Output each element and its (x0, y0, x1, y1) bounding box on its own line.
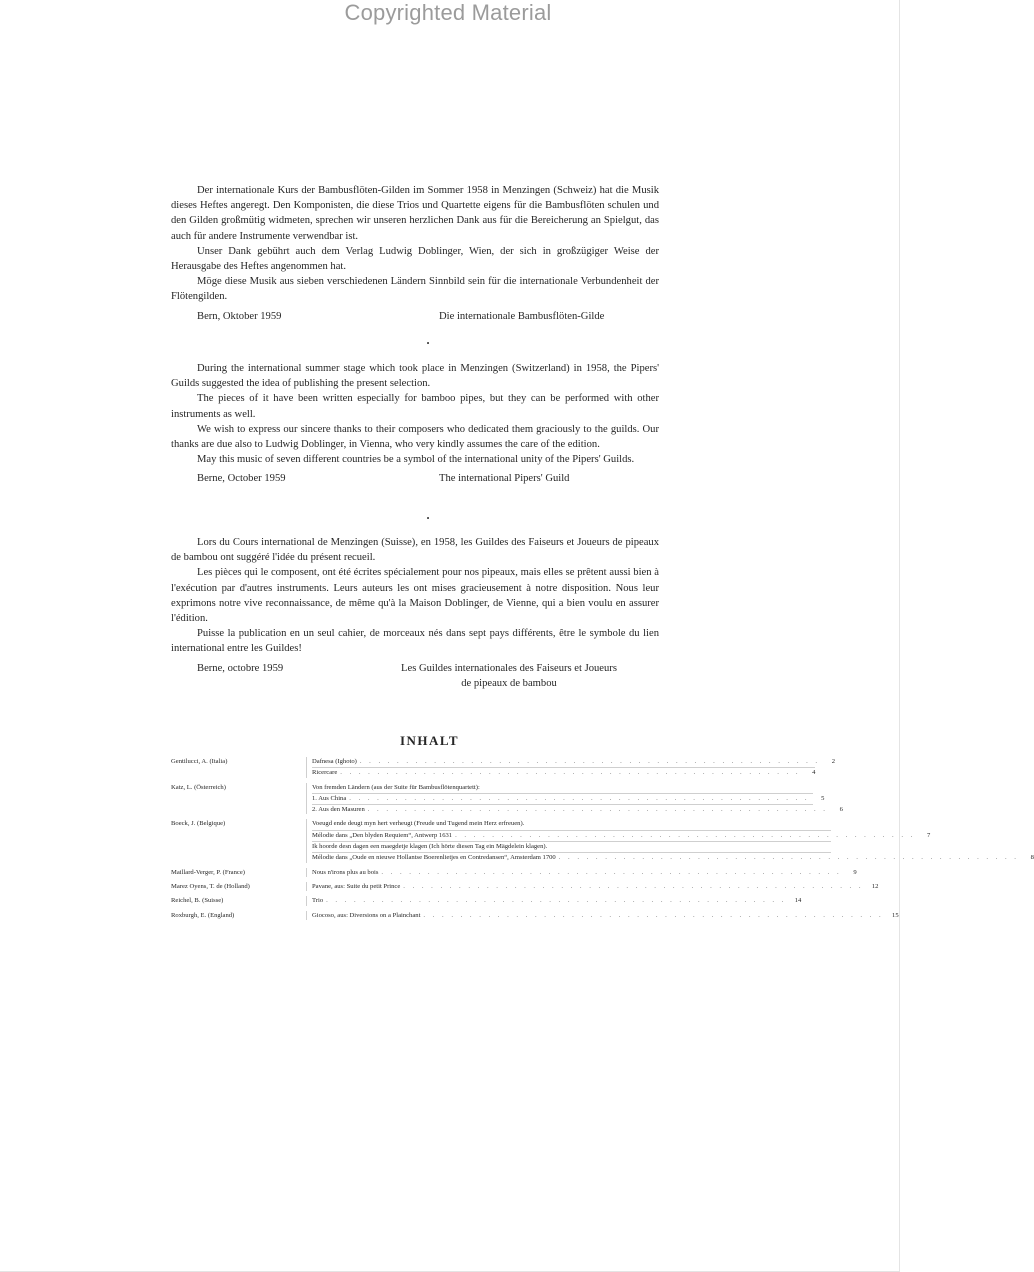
toc-work (312, 831, 931, 840)
toc-leader: . . . . . . . . . . . . . . . . . . . . . . . . . . . . . . . . . . . . . . . . . . . . . . . . . . (359, 758, 821, 765)
toc-leader: . . . . . . . . . . . . . . . . . . . . . . . . . . . . . . . . . . . . . . . . . . . . . . . . . . (455, 831, 916, 839)
paragraph: During the international summer stage which took place in Menzingen (Switzerland) in 1958, the Pipers' Guilds suggested the idea of publishing the present selection. (171, 363, 659, 390)
toc-page: 7 (927, 831, 931, 839)
toc-entry (171, 911, 899, 920)
paragraph: The pieces of it have been written especially for bamboo pipes, but they can be performed with other instruments as well. (171, 393, 659, 420)
toc-composer: Katz, L. (Österreich) (171, 783, 226, 791)
toc-works (306, 757, 836, 778)
paragraph: Möge diese Musik aus sieben verschiedenen Ländern Sinnbild sein für die internationale Verbundenheit der Flötengilden. (171, 276, 659, 303)
toc-work (312, 896, 801, 905)
contents-heading: INHALT (399, 733, 460, 748)
toc-work (312, 794, 825, 803)
toc-work (312, 868, 857, 877)
toc-composer: Maillard-Verger, P. (France) (171, 868, 245, 876)
toc-leader: . . . . . . . . . . . . . . . . . . . . . . . . . . . . . . . . . . . . . . . . . . . . . . . . . . (558, 854, 1019, 862)
toc-works (306, 911, 899, 920)
toc-page: 5 (821, 794, 825, 802)
toc-work (312, 882, 879, 891)
toc-works (306, 783, 843, 815)
toc-work (312, 853, 1034, 862)
foreword-english (171, 361, 659, 486)
paragraph: Der internationale Kurs der Bambusflöten-Gilden im Sommer 1958 in Menzingen (Schweiz) hat die Musik dieses Heftes angeregt. Den Komponisten, die diese Trios und Quartette eigens für die Bambusflöten schulen und den Gilden großmütig widmeten, sprechen wir unseren herzlichen Dank aus für die Bereicherung an Spielgut, das auch für andere Instrumente verwendbar ist. (171, 185, 659, 242)
toc-leader: . . . . . . . . . . . . . . . . . . . . . . . . . . . . . . . . . . . . . . . . . . . . . . . . . . (403, 882, 864, 890)
toc-page: 2 (831, 758, 836, 765)
toc-entry (171, 896, 802, 905)
toc-work (312, 768, 815, 777)
foreword-french (171, 535, 659, 691)
signature (171, 661, 659, 691)
toc-works (306, 896, 801, 905)
toc-leader: . . . . . . . . . . . . . . . . . . . . . . . . . . . . . . . . . . . . . . . . . . . . . . . . . . (349, 794, 810, 802)
paragraph: Unser Dank gebührt auch dem Verlag Ludwig Doblinger, Wien, der sich in großzügiger Weise der Herausgabe des Heftes angenommen hat. (171, 245, 659, 273)
signature (171, 309, 659, 324)
toc-leader: . . . . . . . . . . . . . . . . . . . . . . . . . . . . . . . . . . . . . . . . . . . . . . . . . . (340, 769, 801, 777)
toc-work-title: Mélodie dans „Oude en nieuwe Hollantse Boerenlietjes en Contredansen“, Amsterdam 1700 (312, 854, 556, 862)
section-separator: • (426, 339, 430, 348)
paragraph: Puisse la publication en un seul cahier, de morceaux nés dans sept pays différents, être le symbole du lien international entre les Guildes! (171, 628, 659, 655)
toc-work-title: Voeugd ende deugt myn hert verheugt (Freude und Tugend mein Herz erfreuen). (312, 820, 525, 828)
toc-work-title: Giocoso, aus: Diversions on a Plainchant (312, 911, 421, 919)
toc-composer: Gentilucci, A. (Italia) (171, 758, 228, 765)
toc-entry (171, 868, 857, 877)
toc-work-title: Nous n'irons plus au bois (312, 868, 379, 876)
toc-works (306, 882, 879, 891)
toc-page: 12 (871, 882, 879, 890)
toc-entry (171, 783, 843, 815)
paragraph: May this music of seven different countries be a symbol of the international unity of the Pipers' Guilds. (197, 454, 635, 466)
toc-work (312, 911, 899, 920)
toc-page: 8 (1030, 854, 1034, 862)
toc-page: 9 (853, 868, 857, 876)
paragraph: Les pièces qui le composent, ont été écrites spécialement pour nos pipeaux, mais elles se prêtent aussi bien à l'exécution par d'autres instruments. Leurs auteurs les ont mises gracieusement à notre disposition. Nous leur exprimons notre vive reconnaissance, de même qu'à la Maison Doblinger, de Vienne, qui a bien voulu en assurer l'édition. (171, 567, 659, 625)
toc-work-title: Mélodie dans „Den blyden Requiem“, Antwerp 1631 (312, 831, 453, 839)
toc-works (306, 819, 1034, 862)
toc-page: 4 (812, 769, 816, 777)
toc-work (312, 757, 836, 766)
foreword-german (171, 183, 659, 324)
toc-page: 15 (892, 911, 899, 919)
toc-page: 6 (839, 806, 843, 814)
signature-organization (357, 661, 661, 691)
toc-entry (171, 819, 1034, 862)
toc-leader: . . . . . . . . . . . . . . . . . . . . . . . . . . . . . . . . . . . . . . . . . . . . . . . . . . (381, 868, 842, 876)
signature-organization-line: de pipeaux de bambou (461, 677, 557, 689)
toc-work-title: Ricercare (312, 769, 338, 777)
toc-leader: . . . . . . . . . . . . . . . . . . . . . . . . . . . . . . . . . . . . . . . . . . . . . . . . . . (367, 806, 828, 814)
toc-work (312, 805, 843, 814)
toc-work-title: Trio (312, 897, 324, 905)
section-separator: • (426, 514, 430, 523)
toc-work-title: 1. Aus China (312, 794, 347, 802)
toc-entry (171, 882, 879, 891)
toc-work-title: 2. Aus den Masuren (312, 806, 365, 814)
toc-entry (171, 757, 836, 778)
toc-work-title: Ik hoorde desn dagen een maegdetje klagen (Ich hörte diesen Tag ein Mägdelein klagen). (312, 843, 548, 851)
toc-composer: Roxburgh, E. (England) (171, 911, 235, 919)
table-of-contents (171, 757, 1034, 925)
paragraph: We wish to express our sincere thanks to their composers who dedicated them graciously to the guilds. Our thanks are due also to Ludwig Doblinger, in Vienna, who very kindly assumes the care of the edition. (171, 423, 659, 451)
signature-organization: The international Pipers' Guild (439, 473, 570, 485)
toc-composer: Boeck, J. (Belgique) (171, 820, 226, 828)
signature-place-date: Bern, Oktober 1959 (197, 310, 282, 322)
toc-leader: . . . . . . . . . . . . . . . . . . . . . . . . . . . . . . . . . . . . . . . . . . . . . . . . . . (423, 911, 884, 919)
signature-organization-line: Les Guildes internationales des Faiseurs et Joueurs (401, 662, 617, 674)
toc-work-title: Pavane, aus: Suite du petit Prince (312, 882, 401, 890)
signature (171, 471, 659, 486)
toc-works (306, 868, 857, 877)
signature-organization: Die internationale Bambusflöten-Gilde (439, 310, 605, 322)
toc-composer: Marez Oyens, T. de (Holland) (171, 882, 250, 890)
toc-work-title: Von fremden Ländern (aus der Suite für Bambusflötenquartett): (312, 783, 480, 791)
toc-work-title: Dafnesa (Ighoto) (312, 758, 357, 765)
signature-place-date: Berne, October 1959 (197, 473, 286, 485)
paragraph: Lors du Cours international de Menzingen (Suisse), en 1958, les Guildes des Faiseurs et Joueurs de pipeaux de bambou ont suggéré l'idée du présent recueil. (171, 537, 659, 564)
toc-leader: . . . . . . . . . . . . . . . . . . . . . . . . . . . . . . . . . . . . . . . . . . . . . . . . . . (326, 897, 787, 905)
signature-place-date: Berne, octobre 1959 (197, 662, 284, 674)
toc-page: 14 (794, 897, 802, 905)
copyright-watermark: Copyrighted Material (344, 0, 552, 25)
toc-composer: Reichel, B. (Suisse) (171, 897, 224, 905)
